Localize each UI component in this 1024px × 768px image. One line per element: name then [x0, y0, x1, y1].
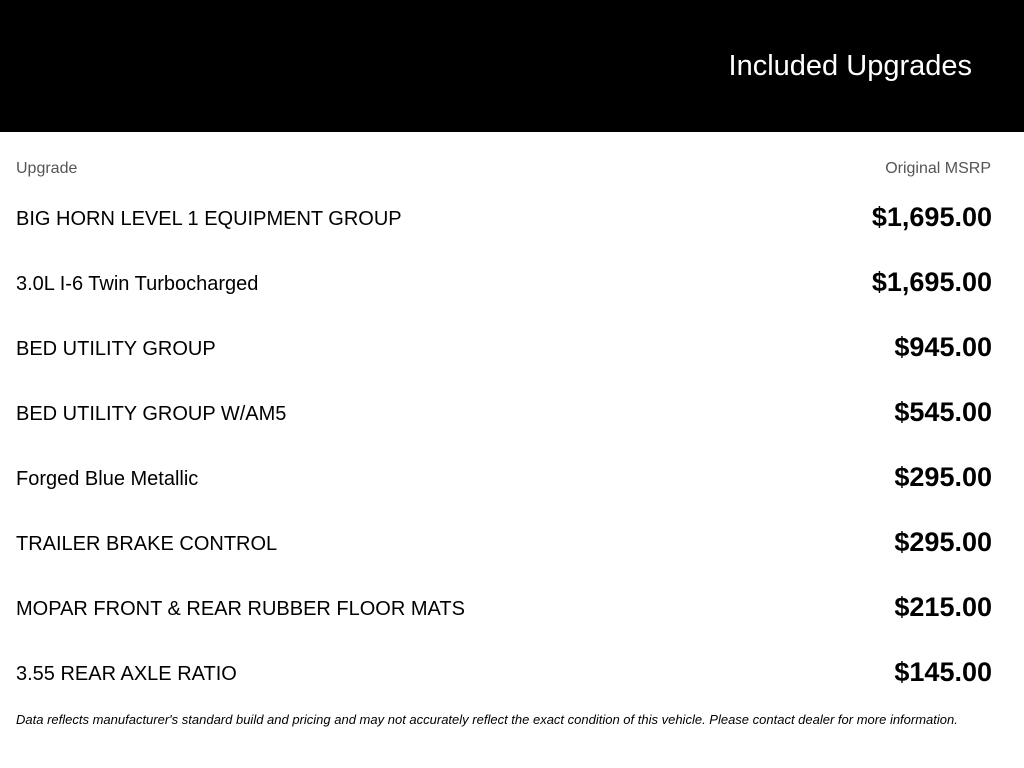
upgrades-list — [16, 192, 992, 712]
disclaimer-text: Data reflects manufacturer's standard build and pricing and may not accurately reflect the exact condition of this vehicle. Please contact dealer for more information. — [16, 712, 958, 727]
upgrade-price: $215.00 — [894, 592, 992, 622]
upgrade-price: $295.00 — [894, 527, 992, 557]
upgrade-name: BIG HORN LEVEL 1 EQUIPMENT GROUP — [16, 208, 402, 230]
upgrade-name: BED UTILITY GROUP W/AM5 — [16, 403, 287, 425]
list-item — [16, 647, 992, 712]
list-item — [16, 322, 992, 387]
upgrade-name: 3.0L I-6 Twin Turbocharged — [16, 273, 259, 295]
list-item — [16, 517, 992, 582]
list-item — [16, 582, 992, 647]
list-item — [16, 387, 992, 452]
upgrade-price: $945.00 — [894, 332, 992, 362]
upgrade-price: $1,695.00 — [871, 267, 992, 297]
upgrade-price: $1,695.00 — [871, 202, 992, 232]
list-item — [16, 257, 992, 322]
upgrade-name: Forged Blue Metallic — [16, 468, 199, 490]
header-banner — [0, 0, 1024, 132]
upgrade-name: MOPAR FRONT & REAR RUBBER FLOOR MATS — [16, 598, 465, 620]
upgrade-name: BED UTILITY GROUP — [16, 338, 216, 360]
page-title: Included Upgrades — [728, 50, 972, 82]
list-item — [16, 192, 992, 257]
table-header — [16, 160, 992, 180]
upgrade-name: 3.55 REAR AXLE RATIO — [16, 663, 237, 685]
upgrade-price: $545.00 — [894, 397, 992, 427]
upgrade-name: TRAILER BRAKE CONTROL — [16, 533, 278, 555]
upgrade-price: $295.00 — [894, 462, 992, 492]
list-item — [16, 452, 992, 517]
column-header-msrp: Original MSRP — [885, 160, 991, 177]
upgrade-price: $145.00 — [894, 657, 992, 687]
column-header-upgrade: Upgrade — [16, 160, 78, 177]
